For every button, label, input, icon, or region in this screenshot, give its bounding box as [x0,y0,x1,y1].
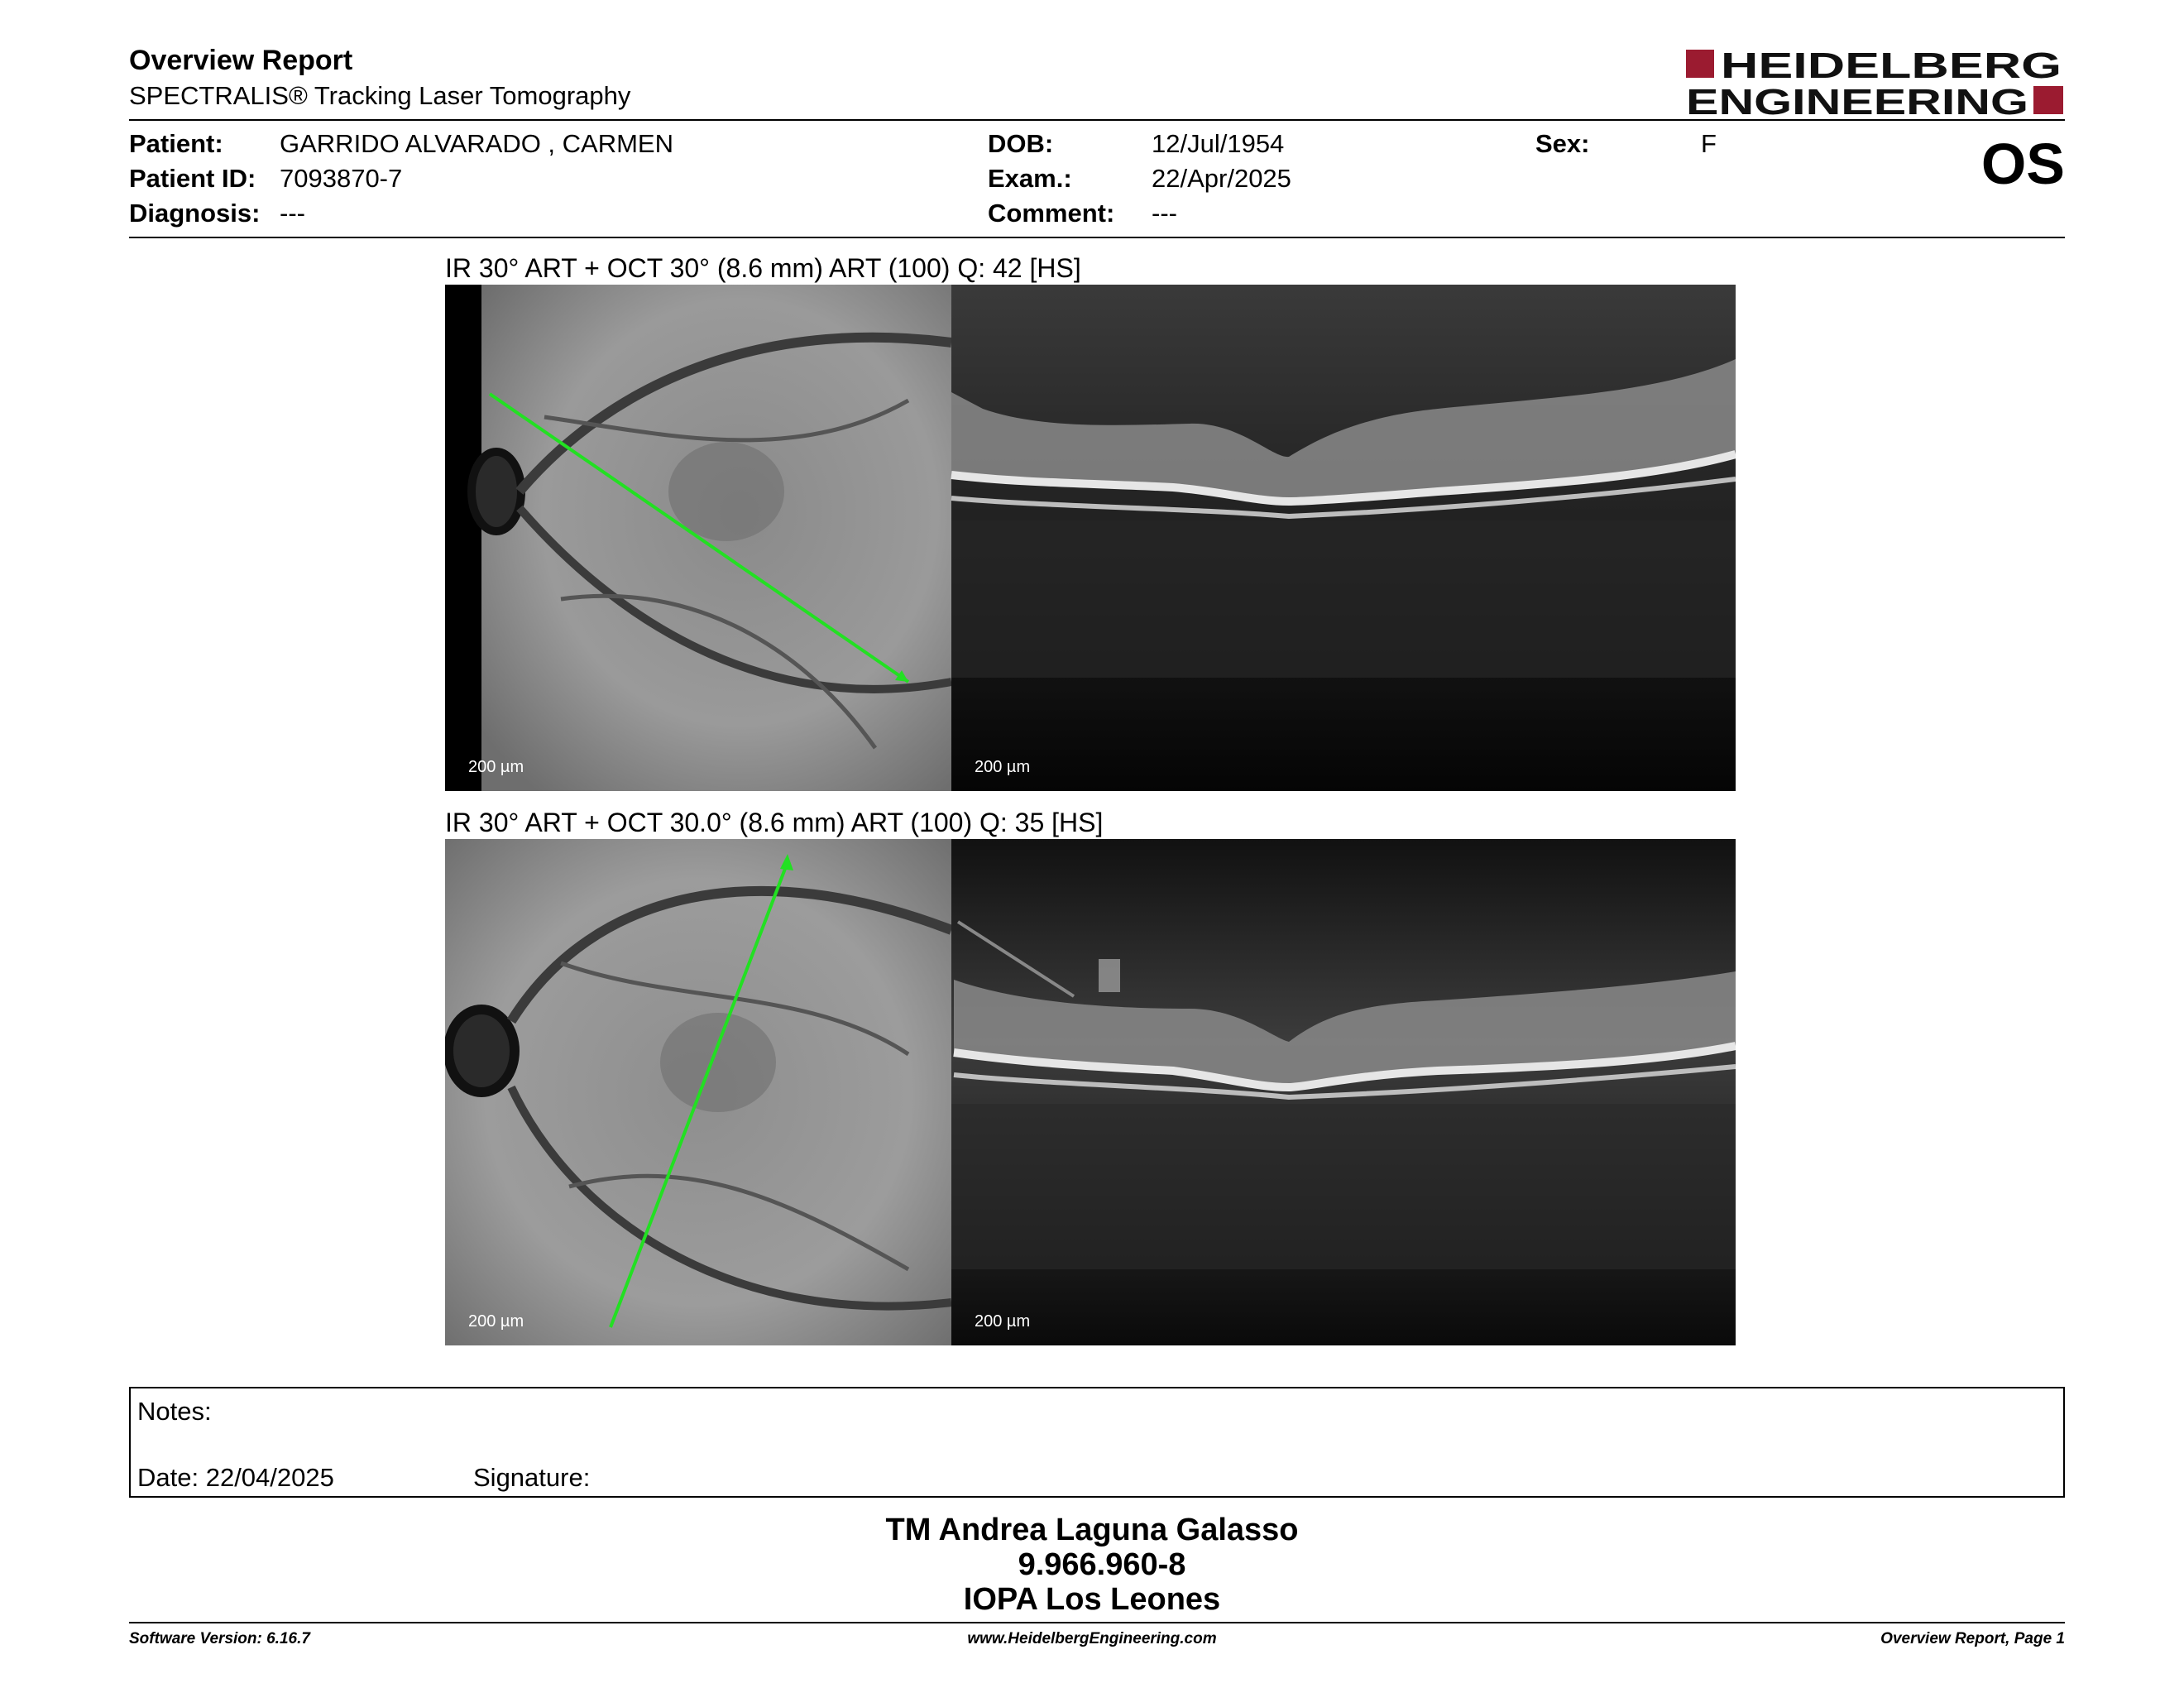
fundus-scale-1: 200 µm [468,758,524,776]
oct-image-2 [951,839,1736,1345]
diagnosis-label: Diagnosis: [129,199,261,228]
notes-label: Notes: [137,1397,212,1426]
fundus-scale-2: 200 µm [468,1312,524,1331]
logo-line2: ENGINEERING [1686,82,2028,117]
dob-label: DOB: [988,129,1054,158]
page-indicator: Overview Report, Page 1 [1880,1630,2065,1647]
signatory-id: 9.966.960-8 [1018,1547,1186,1582]
optic-disc-1 [472,452,521,531]
comment-value: --- [1152,199,1177,228]
scan-image-1 [445,285,1736,791]
heidelberg-logo [1686,46,2063,117]
footer-divider [129,1622,2065,1623]
scan-panel-2 [445,839,1736,1345]
patient-divider [129,237,2065,238]
signatory-name: TM Andrea Laguna Galasso [885,1513,1299,1547]
patient-id-value: 7093870-7 [280,164,403,193]
sex-value: F [1701,129,1717,158]
software-version: Software Version: 6.16.7 [129,1630,310,1647]
scan-image-2 [445,839,1736,1345]
patient-name: GARRIDO ALVARADO , CARMEN [280,129,673,158]
patient-label: Patient: [129,129,223,158]
sex-label: Sex: [1535,129,1590,158]
scan-panel-1 [445,285,1736,791]
report-title: Overview Report [129,45,353,76]
patient-id-label: Patient ID: [129,164,256,193]
notes-box [129,1387,2065,1498]
comment-label: Comment: [988,199,1115,228]
report-subtitle: SPECTRALIS® Tracking Laser Tomography [129,81,631,110]
optic-disc-2 [448,1009,515,1092]
header-divider [129,119,2065,121]
exam-value: 22/Apr/2025 [1152,164,1291,193]
signature-label: Signature: [473,1463,591,1492]
website-link[interactable]: www.HeidelbergEngineering.com [967,1630,1217,1647]
logo-line1: HEIDELBERG [1721,46,2062,86]
logo-square-bottom [2033,86,2063,114]
date-field: Date: 22/04/2025 [137,1463,334,1492]
oct-scale-2: 200 µm [975,1312,1031,1331]
signatory-institution: IOPA Los Leones [963,1582,1221,1617]
oct-scale-1: 200 µm [975,758,1031,776]
diagnosis-value: --- [280,199,305,228]
exam-label: Exam.: [988,164,1072,193]
scan-caption-2: IR 30° ART + OCT 30.0° (8.6 mm) ART (100) Q: 35 [HS] [445,808,1104,837]
dob-value: 12/Jul/1954 [1152,129,1285,158]
eye-indicator: OS [1980,132,2065,196]
logo-square-top [1686,50,1714,78]
scan-caption-1: IR 30° ART + OCT 30° (8.6 mm) ART (100) Q: 42 [HS] [445,253,1081,283]
